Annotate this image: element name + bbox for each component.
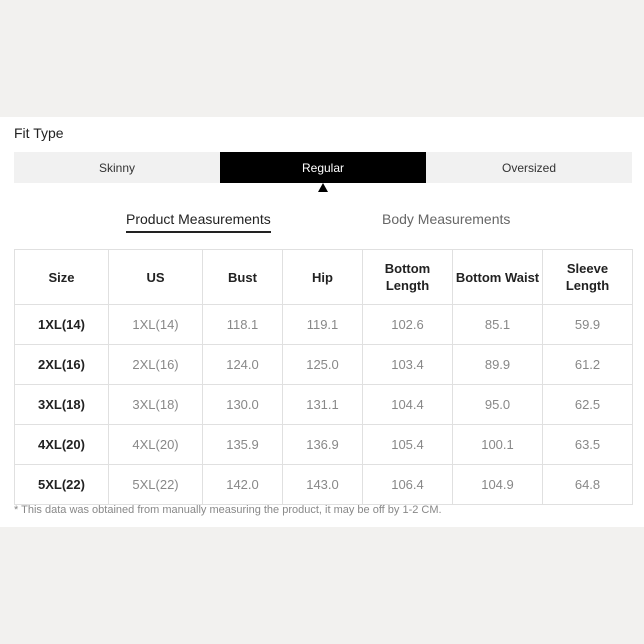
tab-product-measurements[interactable]: Product Measurements: [126, 211, 271, 233]
cell-size: 5XL(22): [15, 465, 109, 505]
cell-hip: 136.9: [283, 425, 363, 465]
cell-us: 1XL(14): [109, 305, 203, 345]
cell-sleeve-length: 62.5: [543, 385, 633, 425]
fit-type-selector: [14, 152, 632, 183]
cell-bottom-waist: 104.9: [453, 465, 543, 505]
cell-bottom-length: 103.4: [363, 345, 453, 385]
table-row: [15, 465, 633, 505]
cell-hip: 131.1: [283, 385, 363, 425]
cell-sleeve-length: 64.8: [543, 465, 633, 505]
size-guide-panel: [0, 117, 644, 527]
fit-option-oversized[interactable]: Oversized: [426, 152, 632, 183]
cell-bottom-length: 102.6: [363, 305, 453, 345]
header-hip: Hip: [283, 250, 363, 305]
cell-us: 4XL(20): [109, 425, 203, 465]
header-sleeve-length: Sleeve Length: [543, 250, 633, 305]
cell-bottom-waist: 85.1: [453, 305, 543, 345]
cell-bottom-length: 106.4: [363, 465, 453, 505]
cell-bottom-waist: 89.9: [453, 345, 543, 385]
table-row: [15, 345, 633, 385]
cell-sleeve-length: 63.5: [543, 425, 633, 465]
cell-sleeve-length: 59.9: [543, 305, 633, 345]
table-row: [15, 305, 633, 345]
cell-size: 3XL(18): [15, 385, 109, 425]
cell-bottom-length: 105.4: [363, 425, 453, 465]
table-row: [15, 385, 633, 425]
cell-bottom-length: 104.4: [363, 385, 453, 425]
cell-us: 2XL(16): [109, 345, 203, 385]
cell-size: 4XL(20): [15, 425, 109, 465]
cell-hip: 143.0: [283, 465, 363, 505]
header-us: US: [109, 250, 203, 305]
cell-bottom-waist: 100.1: [453, 425, 543, 465]
measurement-footnote: * This data was obtained from manually measuring the product, it may be off by 1-2 CM.: [14, 504, 442, 516]
fit-type-label: Fit Type: [14, 125, 64, 141]
cell-bust: 130.0: [203, 385, 283, 425]
header-bottom-waist: Bottom Waist: [453, 250, 543, 305]
cell-bust: 118.1: [203, 305, 283, 345]
cell-hip: 119.1: [283, 305, 363, 345]
cell-sleeve-length: 61.2: [543, 345, 633, 385]
size-table: [14, 249, 633, 505]
header-size: Size: [15, 250, 109, 305]
fit-option-regular[interactable]: Regular: [220, 152, 426, 183]
cell-size: 1XL(14): [15, 305, 109, 345]
cell-bottom-waist: 95.0: [453, 385, 543, 425]
cell-hip: 125.0: [283, 345, 363, 385]
caret-up-icon: [318, 183, 328, 192]
fit-option-skinny[interactable]: Skinny: [14, 152, 220, 183]
tab-body-measurements[interactable]: Body Measurements: [382, 211, 511, 227]
cell-bust: 142.0: [203, 465, 283, 505]
cell-us: 5XL(22): [109, 465, 203, 505]
cell-bust: 124.0: [203, 345, 283, 385]
cell-bust: 135.9: [203, 425, 283, 465]
table-header-row: [15, 250, 633, 305]
cell-size: 2XL(16): [15, 345, 109, 385]
measurement-tabs: [0, 211, 644, 237]
header-bust: Bust: [203, 250, 283, 305]
header-bottom-length: Bottom Length: [363, 250, 453, 305]
table-row: [15, 425, 633, 465]
cell-us: 3XL(18): [109, 385, 203, 425]
size-table-wrapper: [14, 249, 632, 505]
